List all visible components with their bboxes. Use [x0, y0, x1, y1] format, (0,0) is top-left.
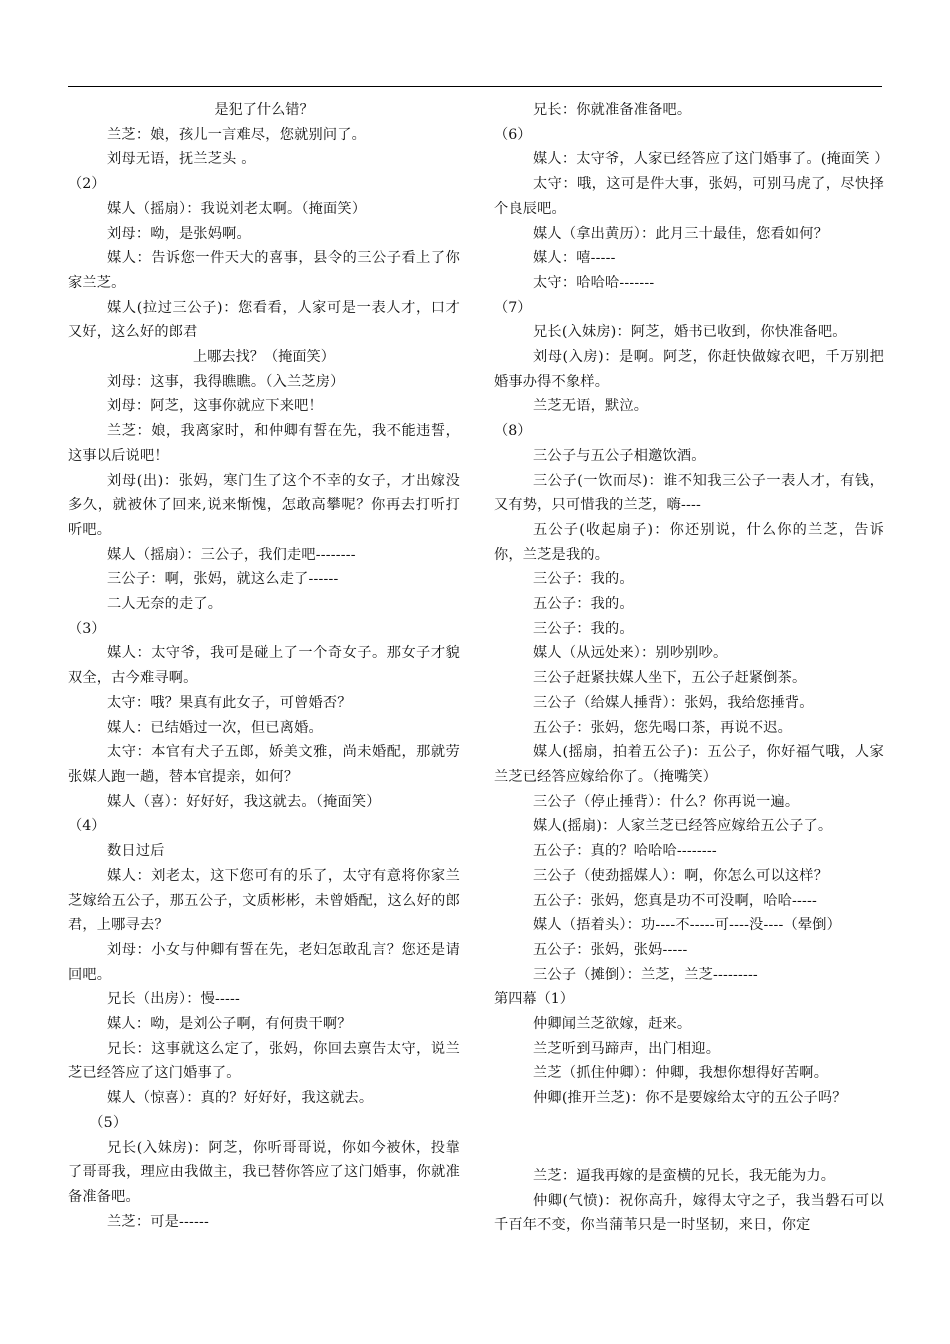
script-line: 三公子(一饮而尽)：谁不知我三公子一表人才，有钱，又有势，只可惜我的兰芝，嗨----	[494, 472, 884, 514]
script-line: 仲卿闻兰芝欲嫁，赶来。	[533, 1016, 692, 1033]
script-line: 媒人（喜）：好好好，我这就去。（掩面笑）	[107, 793, 381, 810]
script-line: 三公子：我的。	[533, 620, 634, 637]
script-line: 媒人（惊喜）：真的？好好好，我这就去。	[107, 1090, 374, 1107]
script-line: 媒人：嘻-----	[533, 250, 616, 267]
script-line: 刘母无语，抚兰芝头 。	[107, 151, 256, 168]
script-line: 仲卿(气愤)：祝你高升，嫁得太守之子，我当磐石可以千百年不变，你当蒲苇只是一时坚韧，来日，你定	[494, 1192, 884, 1234]
scene-heading: （7）	[494, 299, 532, 316]
script-line: 刘母：小女与仲卿有誓在先，老妇怎敢乱言？您还是请回吧。	[68, 941, 460, 983]
script-line: 媒人：太守爷，我可是碰上了一个奇女子。那女子才貌双全，古今难寻啊。	[68, 645, 460, 687]
script-line: 媒人（捂着头）：功----不-----可----没----（晕倒）	[533, 917, 842, 934]
script-line: 五公子：我的。	[533, 596, 634, 613]
script-line: 兰芝：逼我再嫁的是蛮横的兄长，我无能为力。	[533, 1167, 836, 1184]
script-line: 媒人(拉过三公子)：您看看，人家可是一表人才，口才又好，这么好的郎君	[68, 299, 460, 341]
script-line: 媒人：告诉您一件天大的喜事，县令的三公子看上了你家兰芝。	[68, 250, 460, 291]
script-line: 三公子（给媒人捶背）：张妈，我给您捶背。	[533, 694, 814, 711]
script-line: 太守：哦，这可是件大事，张妈，可别马虎了，尽快择个良辰吧。	[494, 176, 884, 217]
script-line: 刘母：呦，是张妈啊。	[107, 225, 251, 242]
script-line: 刘母：阿芝，这事你就应下来吧！	[107, 398, 323, 415]
script-line: 五公子：真的？哈哈哈--------	[533, 843, 717, 860]
scene-heading: 第四幕（1）	[494, 991, 574, 1008]
script-line: 兄长：你就准备准备吧。	[533, 102, 692, 118]
script-line: 媒人：刘老太，这下您可有的乐了，太守有意将你家兰芝嫁给五公子，那五公子，文质彬彬，未曾婚配，这么好的郎君，上哪寻去？	[68, 867, 460, 934]
script-line: 兄长（出房）：慢-----	[107, 991, 241, 1008]
script-line: 兰芝：娘，孩儿一言难尽，您就别问了。	[107, 126, 367, 143]
script-line: 三公子与五公子相邀饮酒。	[533, 447, 706, 464]
script-line: 兄长(入妹房)：阿芝，你听哥哥说，你如今被休，投靠了哥哥我，理应由我做主，我已替你答应了这门婚事，你就准备准备吧。	[68, 1139, 460, 1205]
script-line: 兰芝无语，默泣。	[533, 398, 649, 415]
script-line: 三公子（停止捶背）：什么？你再说一遍。	[533, 793, 800, 810]
script-line: 是犯了什么错？	[214, 102, 314, 118]
scene-heading: （6）	[494, 126, 532, 143]
scene-heading: （8）	[494, 423, 532, 440]
left-column	[68, 98, 460, 1234]
script-line: 五公子(收起扇子)：你还别说，什么你的兰芝，告诉你，兰芝是我的。	[494, 521, 884, 563]
script-line: 三公子赶紧扶媒人坐下，五公子赶紧倒茶。	[533, 670, 807, 687]
scene-heading: （5）	[89, 1114, 128, 1131]
header-rule	[68, 86, 882, 87]
script-line: 五公子：张妈，您先喝口茶，再说不迟。	[533, 719, 793, 736]
script-line: 兰芝（抓住仲卿）：仲卿，我想你想得好苦啊。	[533, 1065, 829, 1082]
script-line: 太守：本官有犬子五郎，娇美文雅，尚未婚配，那就劳张媒人跑一趟，替本官提亲，如何？	[68, 744, 460, 785]
script-line: 兰芝：娘，我离家时，和仲卿有誓在先，我不能违誓，这事以后说吧！	[68, 423, 460, 464]
script-line: 媒人（拿出黄历）：此月三十最佳，您看如何？	[533, 225, 829, 242]
script-line: 媒人(摇扇)：人家兰芝已经答应嫁给五公子了。	[533, 818, 833, 835]
script-line: 兰芝听到马蹄声，出门相迎。	[533, 1040, 721, 1057]
script-line: 兰芝：可是------	[107, 1213, 209, 1230]
script-line: 媒人（摇扇）：我说刘老太啊。（掩面笑）	[107, 200, 367, 217]
script-line: 刘母(入房)：是啊。阿芝，你赶快做嫁衣吧，千万别把婚事办得不象样。	[494, 349, 884, 390]
script-line: 刘母(出)：张妈，寒门生了这个不幸的女子，才出嫁没多久，就被休了回来,说来惭愧，怎敢高攀呢？你再去打听打听吧。	[68, 472, 460, 538]
scene-heading: （3）	[68, 620, 106, 637]
script-line: 媒人（摇扇）：三公子，我们走吧--------	[107, 546, 356, 563]
script-line: 媒人：太守爷，人家已经答应了这门婚事了。(掩面笑 ）	[533, 151, 889, 168]
script-line: 媒人：呦，是刘公子啊，有何贵干啊？	[107, 1016, 352, 1033]
script-line: 媒人(摇扇，拍着五公子)：五公子，你好福气哦，人家兰芝已经答应嫁给你了。（掩嘴笑）	[494, 744, 884, 785]
blank-line	[494, 1125, 884, 1150]
script-line: 五公子：张妈，您真是功不可没啊，哈哈-----	[533, 892, 817, 909]
script-line: 媒人：已结婚过一次，但已离婚。	[107, 719, 323, 736]
script-line: 刘母：这事，我得瞧瞧。（入兰芝房）	[107, 373, 345, 390]
scene-heading: （4）	[68, 818, 106, 835]
script-line: 兄长：这事就这么定了，张妈，你回去禀告太守，说兰芝已经答应了这门婚事了。	[68, 1040, 460, 1082]
script-line: 兄长(入妹房)：阿芝，婚书已收到，你快准备吧。	[533, 324, 847, 341]
script-line: 数日过后	[107, 843, 165, 860]
script-line: 太守：哦？果真有此女子，可曾婚否？	[107, 694, 352, 711]
script-line: 媒人（从远处来）：别吵别吵。	[533, 645, 728, 662]
script-line: 三公子：我的。	[533, 571, 634, 588]
script-line: 上哪去找？（掩面笑）	[193, 349, 335, 366]
script-line: 三公子（摊倒）：兰芝，兰芝---------	[533, 966, 758, 983]
scene-heading: （2）	[68, 176, 106, 193]
script-line: 三公子：啊，张妈，就这么走了------	[107, 571, 339, 588]
script-line: 二人无奈的走了。	[107, 596, 223, 613]
script-line: 五公子：张妈，张妈-----	[533, 941, 688, 958]
script-line: 太守：哈哈哈-------	[533, 274, 655, 291]
right-column	[494, 98, 889, 1238]
script-line: 仲卿(推开兰芝)：你不是要嫁给太守的五公子吗？	[533, 1090, 847, 1107]
script-line: 三公子（使劲摇媒人）：啊，你怎么可以这样？	[533, 867, 829, 884]
